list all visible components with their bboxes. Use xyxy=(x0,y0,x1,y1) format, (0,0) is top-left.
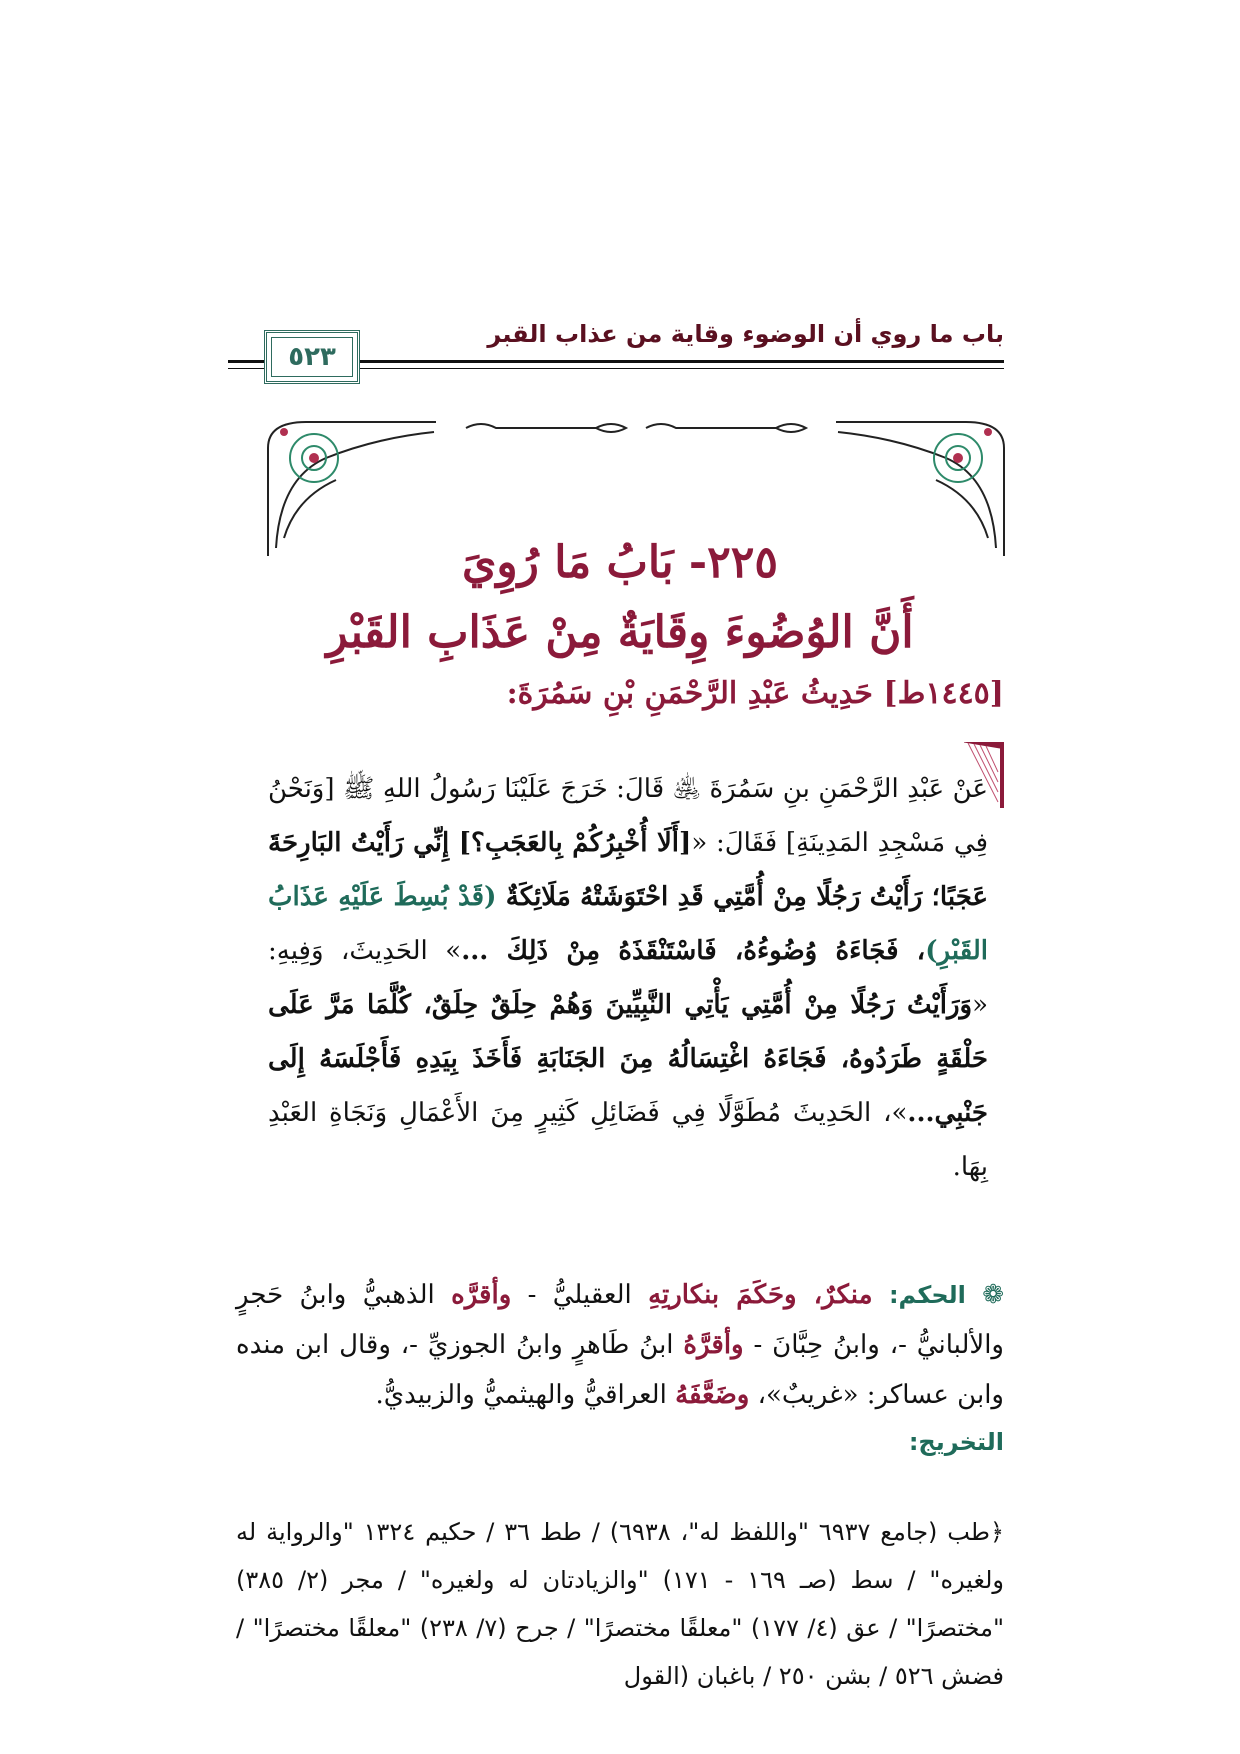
hadith-text-4: ، فَجَاءَهُ وُضُوءُهُ، فَاسْتَنْقَذَهُ مِنْ ذَلِكَ ... xyxy=(461,936,926,966)
page-number: ٥٢٣ xyxy=(288,342,336,372)
hadith-text-5: » الحَدِيثَ، وَفِيهِ: « xyxy=(268,936,988,1020)
ruling-label: الحكم: xyxy=(888,1281,966,1309)
hadith-text-6: وَرَأَيْتُ رَجُلًا مِنْ أُمَّتِي يَأْتِي النَّبِيِّينَ وَهُمْ حِلَقٌ حِلَقٌ، كُلَّمَا مَرَّ عَلَى حَلْقَةٍ طَرَدُوهُ، فَجَاءَهُ اغْتِسَالُهُ مِنَ الجَنَابَةِ فَأَخَذَ بِيَدِهِ فَأَجْلَسَهُ إِلَى جَنْبِي... xyxy=(268,990,988,1128)
ruling-text-1: منكرٌ، وحَكَمَ بنكارتِهِ xyxy=(648,1280,873,1310)
ruling-text-2: العقيليُّ - xyxy=(511,1280,649,1310)
ruling-paragraph xyxy=(236,1270,1004,1420)
ruling-text-6: ابنُ طَاهرٍ وابنُ الجوزيِّ -، وقال ابن منده وابن عساكر: «غريبٌ»، xyxy=(236,1330,1004,1410)
chapter-title xyxy=(236,528,1004,668)
chapter-title-line2: أَنَّ الوُضُوءَ وِقَايَةٌ مِنْ عَذَابِ القَبْرِ xyxy=(326,607,914,658)
hadith-text-3: (قَدْ بُسِطَ عَلَيْهِ عَذَابُ القَبْرِ) xyxy=(268,882,988,966)
ruling-text-8: العراقيُّ والهيثميُّ والزبيديُّ. xyxy=(375,1380,676,1410)
takhrij-label: التخريج: xyxy=(908,1428,1004,1456)
page-number-frame xyxy=(264,330,360,384)
hadith-heading: [١٤٤٥ط] حَدِيثُ عَبْدِ الرَّحْمَنِ بْنِ سَمُرَةَ: xyxy=(506,676,1004,711)
takhrij-text: ﴿طب (جامع ٦٩٣٧ "واللفظ له"، ٦٩٣٨) / طط ٣٦ / حكيم ١٣٢٤ "والرواية له ولغيره" / سط (صـ ١٦٩ - ١٧١) "والزيادتان له ولغيره" / مجر (٢/ ٣٨٥) "مختصرًا" / عق (٤/ ١٧٧) "معلقًا مختصرًا" / جرح (٧/ ٢٣٨) "معلقًا مختصرًا" / فضش ٥٢٦ / بشن ٢٥٠ / باغبان (القول xyxy=(236,1518,1005,1690)
ruling-text-3: وأقرَّه xyxy=(451,1280,512,1310)
hadith-text xyxy=(268,762,988,1194)
ruling-text-4: الذهبيُّ وابنُ حَجرٍ والألبانيُّ -، وابنُ حِبَّانَ - xyxy=(236,1280,1004,1360)
ruling-text-5: وأقرَّهُ xyxy=(683,1330,744,1360)
hadith-text-7: »، الحَدِيثَ مُطَوَّلًا فِي فَضَائِلِ كَثِيرٍ مِنَ الأَعْمَالِ وَنَجَاةِ العَبْدِ بِهَا. xyxy=(268,1098,988,1182)
hadith-text-1: عَنْ عَبْدِ الرَّحْمَنِ بنِ سَمُرَةَ ﵁ قَالَ: خَرَجَ عَلَيْنَا رَسُولُ اللهِ ﷺ [وَنَحْنُ فِي مَسْجِدِ المَدِينَةِ] فَقَالَ: « xyxy=(268,774,988,858)
flower-icon: ❁ xyxy=(982,1280,1005,1310)
running-title: باب ما روي أن الوضوء وقاية من عذاب القبر xyxy=(487,320,1004,348)
chapter-title-line1: ٢٢٥- بَابُ مَا رُوِيَ xyxy=(461,537,779,588)
ruling-text-7: وضَعَّفَهُ xyxy=(675,1380,750,1410)
hadith-text-2: [أَلَا أُخْبِرُكُمْ بِالعَجَبِ؟] إِنِّي رَأَيْتُ البَارِحَةَ عَجَبًا؛ رَأَيْتُ رَجُلًا مِنْ أُمَّتِي قَدِ احْتَوَشَتْهُ مَلَائِكَةٌ xyxy=(268,828,988,912)
